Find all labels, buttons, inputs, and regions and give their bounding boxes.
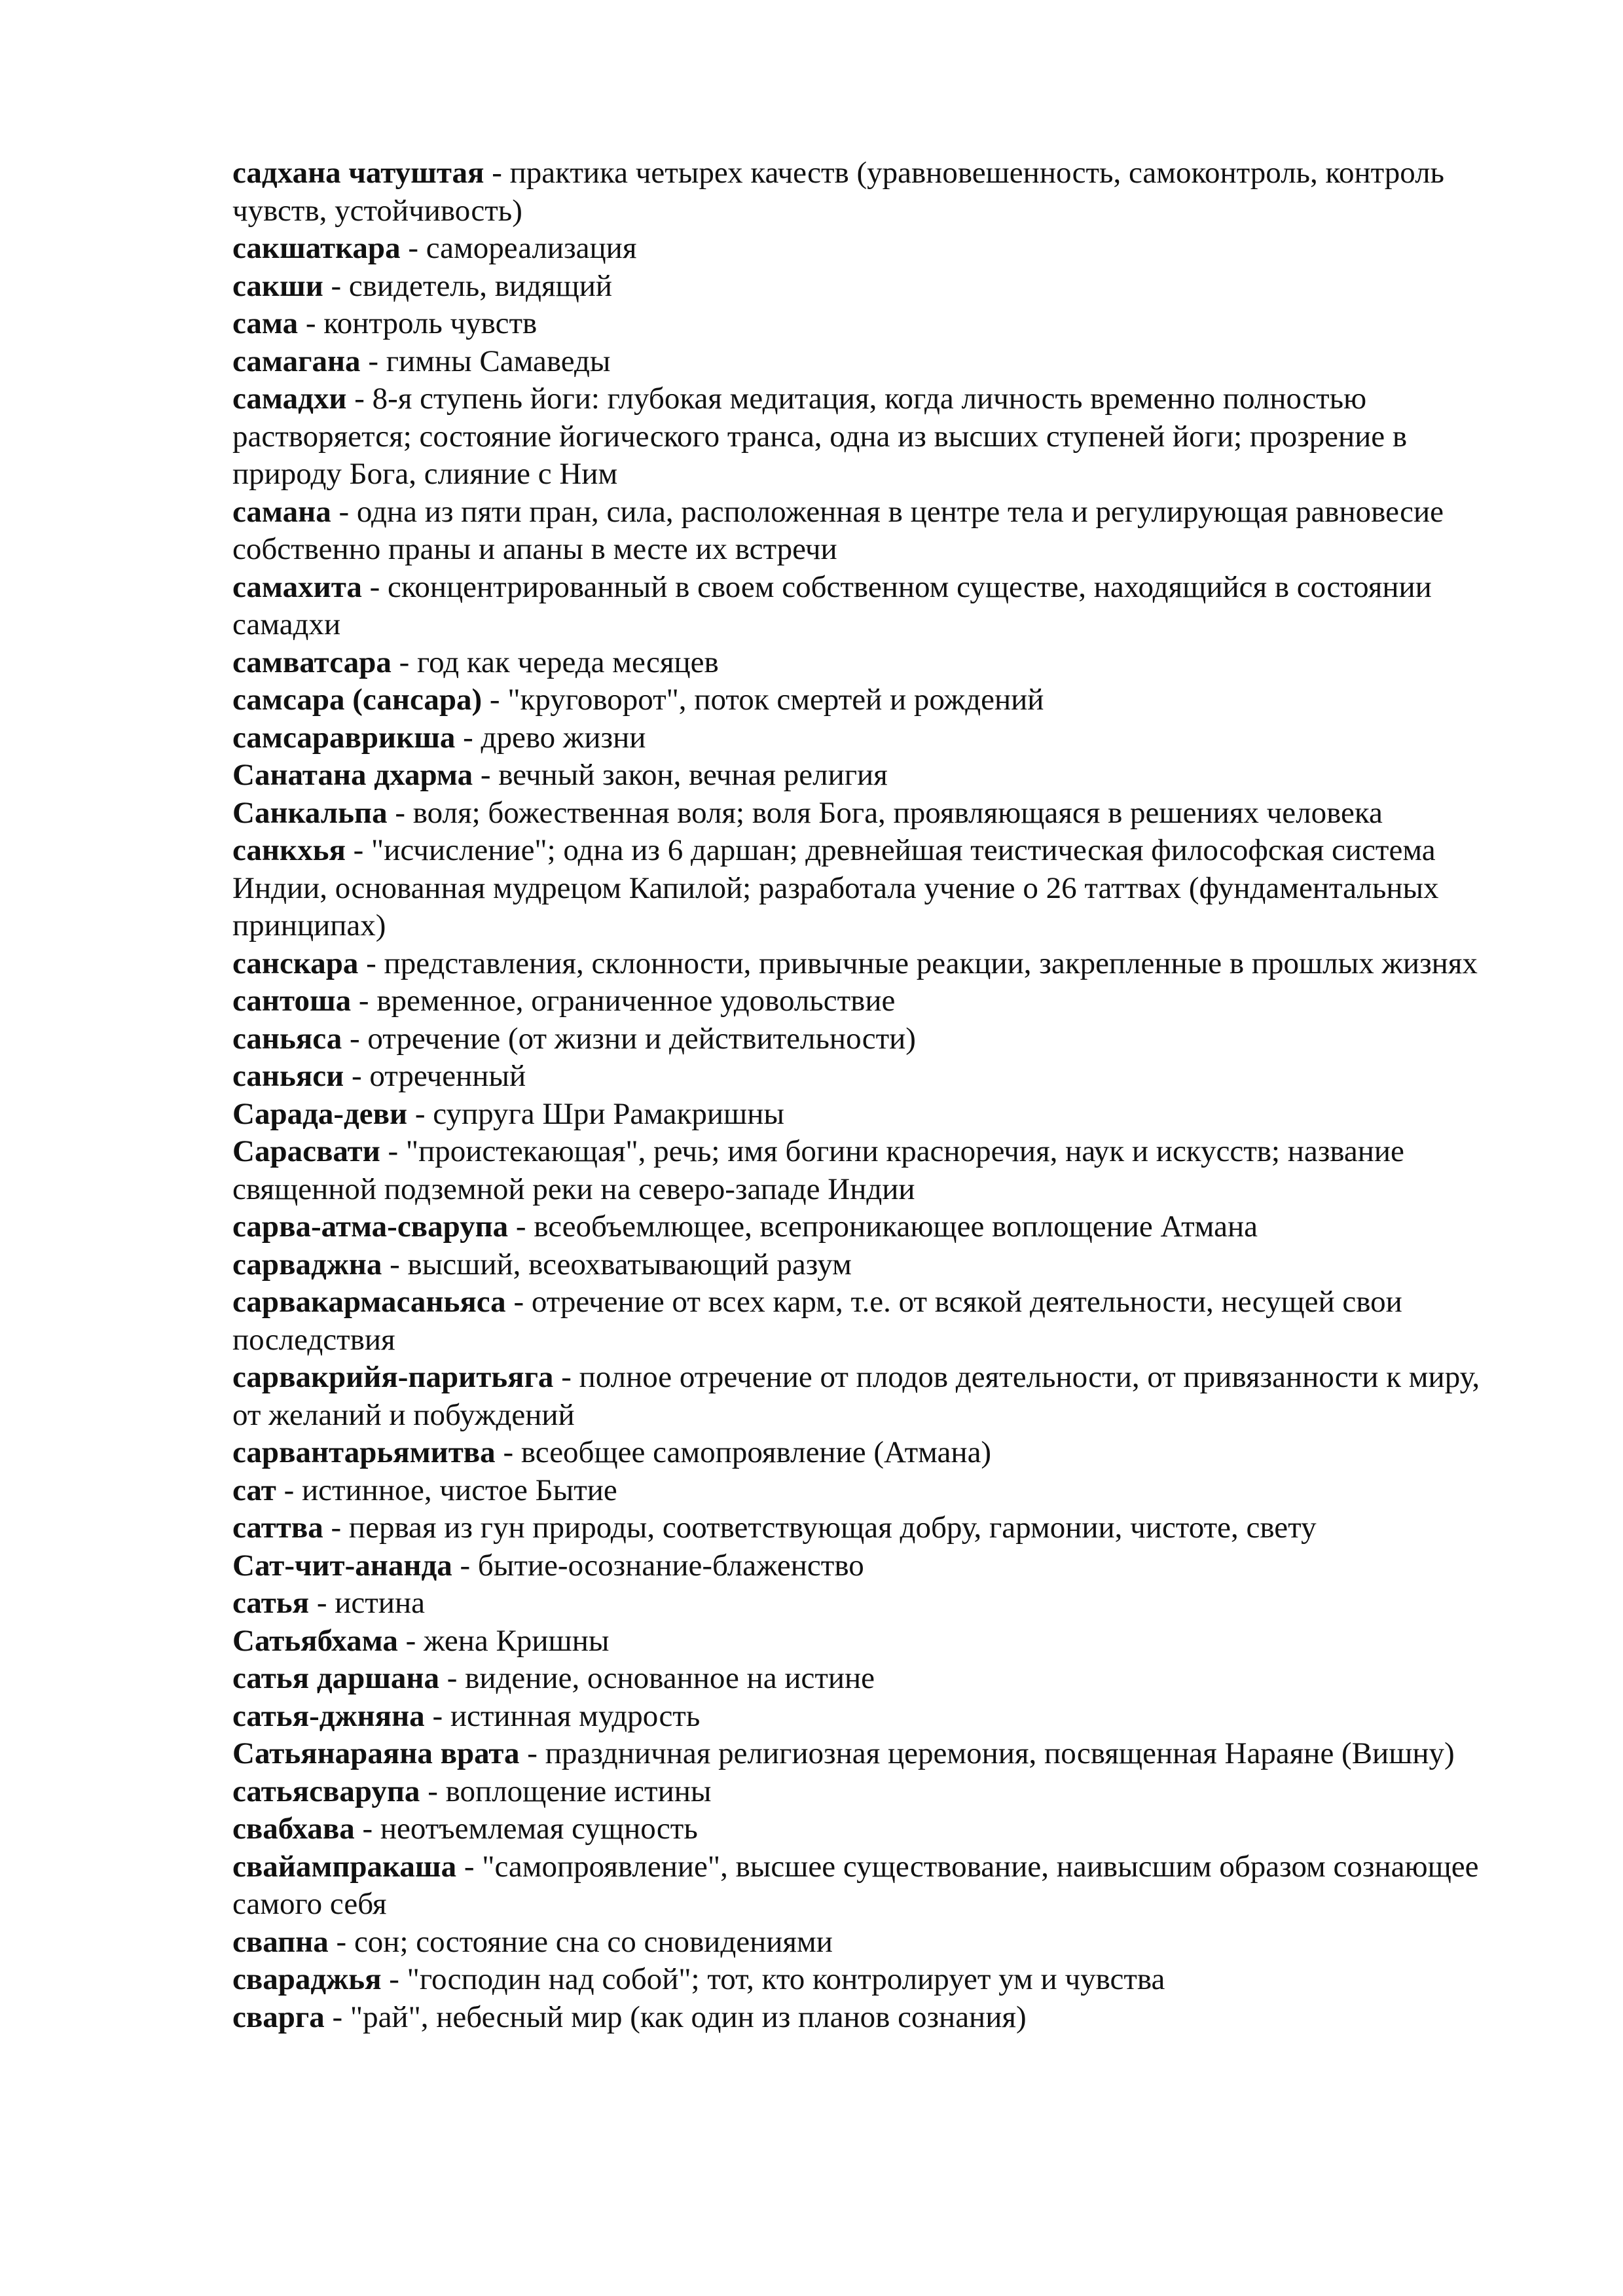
entry-definition: - первая из гун природы, соответствующая добру, гармонии, чистоте, свету (323, 1511, 1317, 1545)
entry-term: садхана чатуштая (232, 156, 484, 190)
entry-term: свараджья (232, 1962, 382, 1996)
entry-term: сарвантарьямитва (232, 1435, 496, 1469)
glossary-entry (232, 1283, 1509, 1359)
entry-term: сама (232, 306, 299, 340)
entry-definition: - вечный закон, вечная религия (473, 758, 888, 792)
entry-term: Сатьябхама (232, 1623, 398, 1658)
entry-definition: - "исчисление"; одна из 6 даршан; древнейшая теистическая философская система Индии, основанная мудрецом Капилой; разработала учение о 26 таттвах (фундаментальных принципах) (232, 833, 1439, 942)
glossary-entry (232, 982, 1509, 1020)
glossary-entry (232, 832, 1509, 945)
entry-term: сатья-джняна (232, 1698, 425, 1733)
entry-term: Санатана дхарма (232, 758, 473, 792)
glossary-entry (232, 1735, 1509, 1773)
glossary-entry (232, 1698, 1509, 1736)
entry-definition: - всеобъемлющее, всепроникающее воплощение Атмана (508, 1210, 1258, 1244)
glossary-entry (232, 945, 1509, 983)
glossary-entry (232, 493, 1509, 569)
entry-definition: - гимны Самаведы (360, 344, 611, 378)
entry-definition: - одна из пяти пран, сила, расположенная в центре тела и регулирующая равновесие собственно праны и апаны в месте их встречи (232, 494, 1444, 566)
entry-term: Сатьянараяна врата (232, 1736, 520, 1770)
entry-definition: - истина (309, 1586, 425, 1620)
entry-term: свапна (232, 1924, 329, 1959)
entry-definition: - сон; состояние сна со сновидениями (328, 1924, 833, 1959)
entry-definition: - практика четырех качеств (уравновешенность, самоконтроль, контроль чувств, устойчивость) (232, 156, 1444, 228)
entry-definition: - год как череда месяцев (391, 645, 719, 679)
entry-definition: - всеобщее самопроявление (Атмана) (495, 1435, 992, 1469)
entry-term: самагана (232, 344, 361, 378)
glossary-entry (232, 1359, 1509, 1434)
entry-term: самсараврикша (232, 720, 456, 755)
entry-definition: - контроль чувств (298, 306, 538, 340)
entry-definition: - самореализация (400, 231, 637, 265)
entry-term: свайампракаша (232, 1849, 457, 1884)
entry-definition: - неотъемлемая сущность (354, 1812, 698, 1846)
glossary-entry (232, 1434, 1509, 1472)
entry-definition: - временное, ограниченное удовольствие (351, 984, 896, 1018)
glossary-entry (232, 1773, 1509, 1811)
entry-term: сат (232, 1473, 276, 1507)
glossary-entry (232, 305, 1509, 343)
glossary-entry (232, 1660, 1509, 1698)
entry-term: самсара (сансара) (232, 683, 483, 717)
entry-term: сарваджна (232, 1247, 382, 1282)
entry-definition: - представления, склонности, привычные реакции, закрепленные в прошлых жизнях (358, 946, 1478, 980)
entry-definition: - видение, основанное на истине (439, 1661, 875, 1695)
glossary-entry (232, 1623, 1509, 1660)
entry-term: самадхи (232, 382, 347, 416)
entry-term: сарвакрийя-паритьяга (232, 1360, 554, 1394)
entry-term: сакшаткара (232, 231, 401, 265)
entry-definition: - "рай", небесный мир (как один из планов сознания) (324, 2000, 1027, 2034)
entry-definition: - отречение от всех карм, т.е. от всякой деятельности, несущей свои последствия (232, 1285, 1402, 1357)
glossary-entry (232, 343, 1509, 381)
glossary-entry (232, 681, 1509, 719)
glossary-entry (232, 1246, 1509, 1284)
entry-definition: - "проистекающая", речь; имя богини красноречия, наук и искусств; название священной подземной реки на северо-западе Индии (232, 1134, 1404, 1206)
entry-term: Санкальпа (232, 795, 388, 830)
entry-definition: - "круговорот", поток смертей и рождений (482, 683, 1044, 717)
glossary-entry (232, 154, 1509, 230)
entry-term: сатья (232, 1586, 310, 1620)
entry-term: сарвакармасаньяса (232, 1285, 506, 1319)
entry-definition: - супруга Шри Рамакришны (407, 1096, 784, 1131)
entry-term: Сат-чит-ананда (232, 1548, 452, 1583)
glossary-entry (232, 230, 1509, 268)
entry-term: сакши (232, 268, 323, 303)
glossary-entry (232, 1133, 1509, 1208)
entry-definition: - отречение (от жизни и действительности) (342, 1021, 916, 1056)
entry-definition: - "самопроявление", высшее существование, наивысшим образом сознающее самого себя (232, 1849, 1479, 1921)
entry-definition: - отреченный (344, 1059, 526, 1093)
entry-term: самана (232, 494, 331, 529)
entry-term: саттва (232, 1511, 323, 1545)
glossary-entry (232, 1585, 1509, 1623)
glossary-entry (232, 1961, 1509, 1999)
glossary-entry (232, 795, 1509, 833)
entry-term: Сарада-деви (232, 1096, 408, 1131)
glossary-entry (232, 1810, 1509, 1848)
entry-definition: - 8-я ступень йоги: глубокая медитация, когда личность временно полностью растворяется; состояние йогического транса, одна из высших ступеней йоги; прозрение в природу Бога, слияние с Ним (232, 382, 1408, 491)
entry-term: санкхья (232, 833, 346, 867)
glossary-entry (232, 1999, 1509, 2037)
entry-definition: - "господин над собой"; тот, кто контролирует ум и чувства (381, 1962, 1165, 1996)
glossary-entry (232, 1096, 1509, 1134)
entry-definition: - древо жизни (455, 720, 646, 755)
entry-definition: - воплощение истины (420, 1774, 712, 1808)
glossary-entry (232, 644, 1509, 682)
entry-term: свабхава (232, 1812, 355, 1846)
glossary-entry (232, 380, 1509, 493)
glossary-entry (232, 1509, 1509, 1547)
entry-term: сантоша (232, 984, 352, 1018)
glossary-entry (232, 1020, 1509, 1058)
entry-definition: - праздничная религиозная церемония, посвященная Нараяне (Вишну) (519, 1736, 1455, 1770)
glossary-entry (232, 268, 1509, 306)
glossary-entry (232, 569, 1509, 644)
glossary-entry (232, 1848, 1509, 1924)
glossary-entry (232, 719, 1509, 757)
glossary-list (232, 154, 1509, 2036)
entry-term: санскара (232, 946, 359, 980)
entry-term: саньяси (232, 1059, 344, 1093)
entry-definition: - полное отречение от плодов деятельности, от привязанности к миру, от желаний и побуждений (232, 1360, 1480, 1432)
entry-term: Сарасвати (232, 1134, 380, 1168)
entry-term: сатья даршана (232, 1661, 440, 1695)
entry-term: сатьясварупа (232, 1774, 420, 1808)
entry-definition: - жена Кришны (397, 1623, 610, 1658)
entry-definition: - свидетель, видящий (323, 268, 613, 303)
glossary-entry (232, 1547, 1509, 1585)
glossary-entry (232, 757, 1509, 795)
entry-term: сварга (232, 2000, 325, 2034)
entry-definition: - истинная мудрость (424, 1698, 701, 1733)
glossary-entry (232, 1472, 1509, 1510)
entry-definition: - высший, всеохватывающий разум (382, 1247, 852, 1282)
entry-term: самахита (232, 569, 362, 604)
entry-term: сарва-атма-сварупа (232, 1210, 509, 1244)
glossary-entry (232, 1924, 1509, 1962)
entry-definition: - сконцентрированный в своем собственном существе, находящийся в состоянии самадхи (232, 569, 1432, 641)
glossary-entry (232, 1208, 1509, 1246)
entry-term: саньяса (232, 1021, 342, 1056)
entry-definition: - истинное, чистое Бытие (276, 1473, 617, 1507)
entry-definition: - воля; божественная воля; воля Бога, проявляющаяся в решениях человека (387, 795, 1383, 830)
entry-definition: - бытие-осознание-блаженство (452, 1548, 864, 1583)
entry-term: самватсара (232, 645, 392, 679)
glossary-entry (232, 1058, 1509, 1096)
